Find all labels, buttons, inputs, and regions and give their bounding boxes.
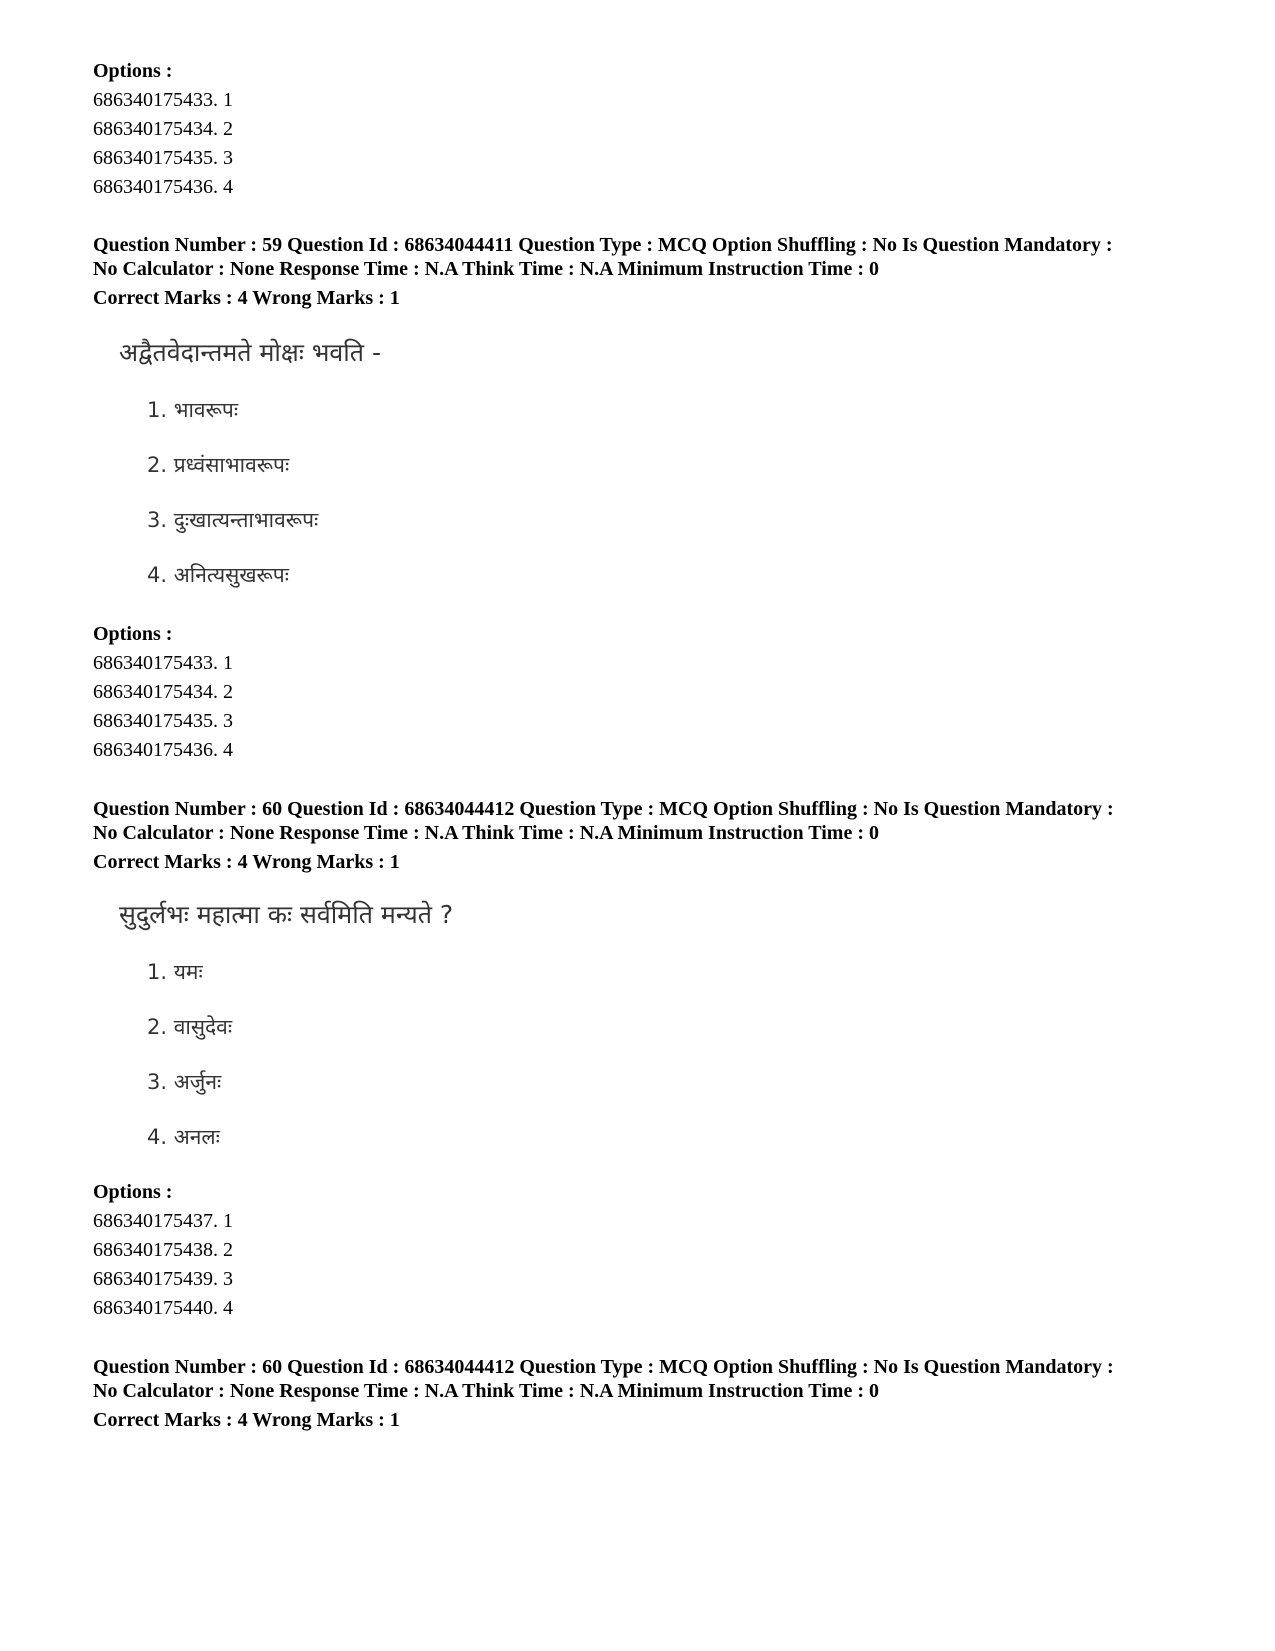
answer-choice: 2. प्रध्वंसाभावरूपः bbox=[147, 453, 290, 477]
question-meta-line: Question Number : 60 Question Id : 68634044412 Question Type : MCQ Option Shuffling : No Is Question Mandatory : bbox=[93, 798, 1114, 820]
answer-choice: 1. यमः bbox=[147, 960, 203, 984]
option-line: 686340175436. 4 bbox=[93, 176, 233, 198]
question-meta-line: Question Number : 59 Question Id : 68634044411 Question Type : MCQ Option Shuffling : No Is Question Mandatory : bbox=[93, 234, 1113, 256]
option-line: 686340175434. 2 bbox=[93, 118, 233, 140]
option-line: 686340175435. 3 bbox=[93, 147, 233, 169]
question-60-header bbox=[93, 797, 1193, 874]
question-59-header bbox=[93, 233, 1193, 310]
option-line: 686340175434. 2 bbox=[93, 681, 233, 703]
option-line: 686340175438. 2 bbox=[93, 1239, 233, 1261]
options-block-previous bbox=[93, 57, 233, 202]
answer-choice: 4. अनलः bbox=[147, 1125, 220, 1149]
option-line: 686340175439. 3 bbox=[93, 1268, 233, 1290]
options-label: Options : bbox=[93, 60, 173, 82]
options-label: Options : bbox=[93, 1181, 173, 1203]
answer-choice: 1. भावरूपः bbox=[147, 398, 239, 422]
question-meta-line: No Calculator : None Response Time : N.A Think Time : N.A Minimum Instruction Time : 0 bbox=[93, 258, 879, 280]
option-line: 686340175436. 4 bbox=[93, 739, 233, 761]
question-meta-line: No Calculator : None Response Time : N.A Think Time : N.A Minimum Instruction Time : 0 bbox=[93, 1380, 879, 1402]
question-meta-line: No Calculator : None Response Time : N.A Think Time : N.A Minimum Instruction Time : 0 bbox=[93, 822, 879, 844]
question-meta-line: Question Number : 60 Question Id : 68634044412 Question Type : MCQ Option Shuffling : No Is Question Mandatory : bbox=[93, 1356, 1114, 1378]
answer-choice: 3. दुःखात्यन्ताभावरूपः bbox=[147, 508, 319, 532]
options-block-60 bbox=[93, 1178, 233, 1323]
question-60-content bbox=[119, 898, 453, 1152]
answer-choice: 2. वासुदेवः bbox=[147, 1015, 233, 1039]
answer-choice: 4. अनित्यसुखरूपः bbox=[147, 563, 289, 587]
marks-line: Correct Marks : 4 Wrong Marks : 1 bbox=[93, 1409, 400, 1431]
marks-line: Correct Marks : 4 Wrong Marks : 1 bbox=[93, 851, 400, 873]
options-block-59 bbox=[93, 620, 233, 765]
option-line: 686340175440. 4 bbox=[93, 1297, 233, 1319]
question-text: सुदुर्लभः महात्मा कः सर्वमिति मन्यते ? bbox=[119, 900, 454, 929]
option-line: 686340175433. 1 bbox=[93, 652, 233, 674]
option-line: 686340175435. 3 bbox=[93, 710, 233, 732]
question-text: अद्वैतवेदान्तमते मोक्षः भवति - bbox=[119, 338, 381, 367]
option-line: 686340175433. 1 bbox=[93, 89, 233, 111]
question-59-content bbox=[119, 336, 381, 590]
answer-choice: 3. अर्जुनः bbox=[147, 1070, 222, 1094]
options-label: Options : bbox=[93, 623, 173, 645]
question-60-repeat-header bbox=[93, 1355, 1193, 1432]
marks-line: Correct Marks : 4 Wrong Marks : 1 bbox=[93, 287, 400, 309]
option-line: 686340175437. 1 bbox=[93, 1210, 233, 1232]
